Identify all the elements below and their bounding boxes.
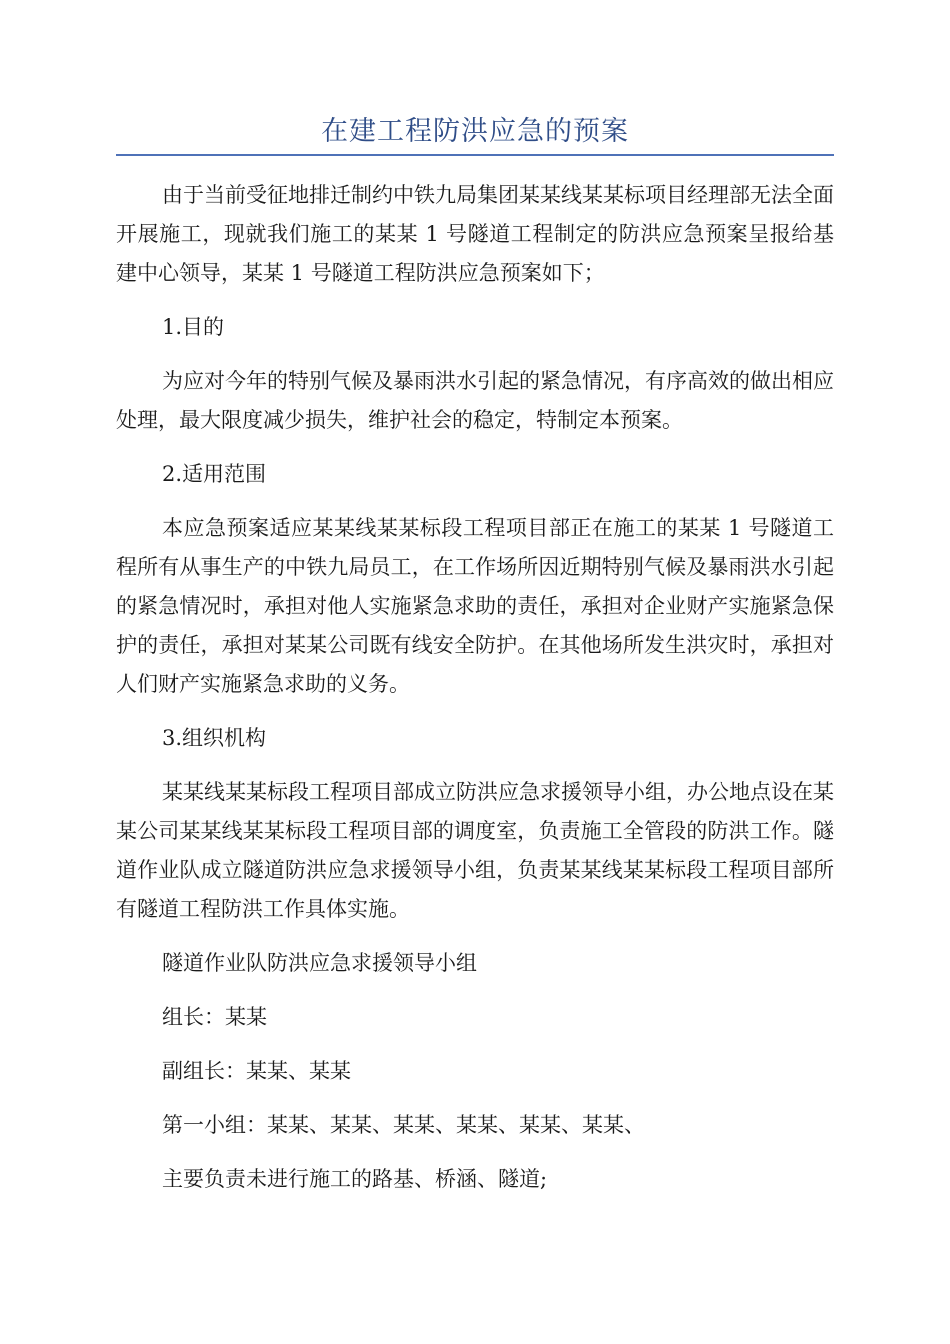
team-name-line: 隧道作业队防洪应急求援领导小组 xyxy=(162,951,477,975)
section-text-scope: 本应急预案适应某某线某某标段工程项目部正在施工的某某 1 号隧道工程所有从事生产的中铁九局员工，在工作场所因近期特别气候及暴雨洪水引起的紧急情况时，承担对他人实施紧急求助的责任，承担对企业财产实施紧急保护的责任，承担对某某公司既有线安全防护。在其他场所发生洪灾时，承担对人们财产实施紧急求助的义务。 xyxy=(116,516,834,696)
team-leader-line: 组长：某某 xyxy=(162,1005,267,1029)
document-title: 在建工程防洪应急的预案 xyxy=(321,116,629,147)
intro-paragraph: 由于当前受征地排迁制约中铁九局集团某某线某某标项目经理部无法全面开展施工，现就我们施工的某某 1 号隧道工程制定的防洪应急预案呈报给基建中心领导，某某 1 号隧道工程防洪应急预案如下； xyxy=(116,183,834,285)
deputy-leader-line: 副组长：某某、某某 xyxy=(162,1059,351,1083)
first-group-line: 第一小组：某某、某某、某某、某某、某某、某某、 xyxy=(162,1113,645,1137)
section-heading-purpose: 1.目的 xyxy=(162,315,225,339)
section-heading-scope: 2.适用范围 xyxy=(162,462,267,486)
section-text-purpose: 为应对今年的特别气候及暴雨洪水引起的紧急情况，有序高效的做出相应处理，最大限度减少损失，维护社会的稳定，特制定本预案。 xyxy=(116,369,834,432)
first-group-duty-line: 主要负责未进行施工的路基、桥涵、隧道; xyxy=(162,1167,548,1191)
title-underline xyxy=(116,154,834,156)
section-heading-organization: 3.组织机构 xyxy=(162,726,267,750)
section-text-organization: 某某线某某标段工程项目部成立防洪应急求援领导小组，办公地点设在某某公司某某线某某标段工程项目部的调度室，负责施工全管段的防洪工作。隧道作业队成立隧道防洪应急求援领导小组，负责某某线某某标段工程项目部所有隧道工程防洪工作具体实施。 xyxy=(116,780,834,921)
document-body xyxy=(116,176,834,1214)
